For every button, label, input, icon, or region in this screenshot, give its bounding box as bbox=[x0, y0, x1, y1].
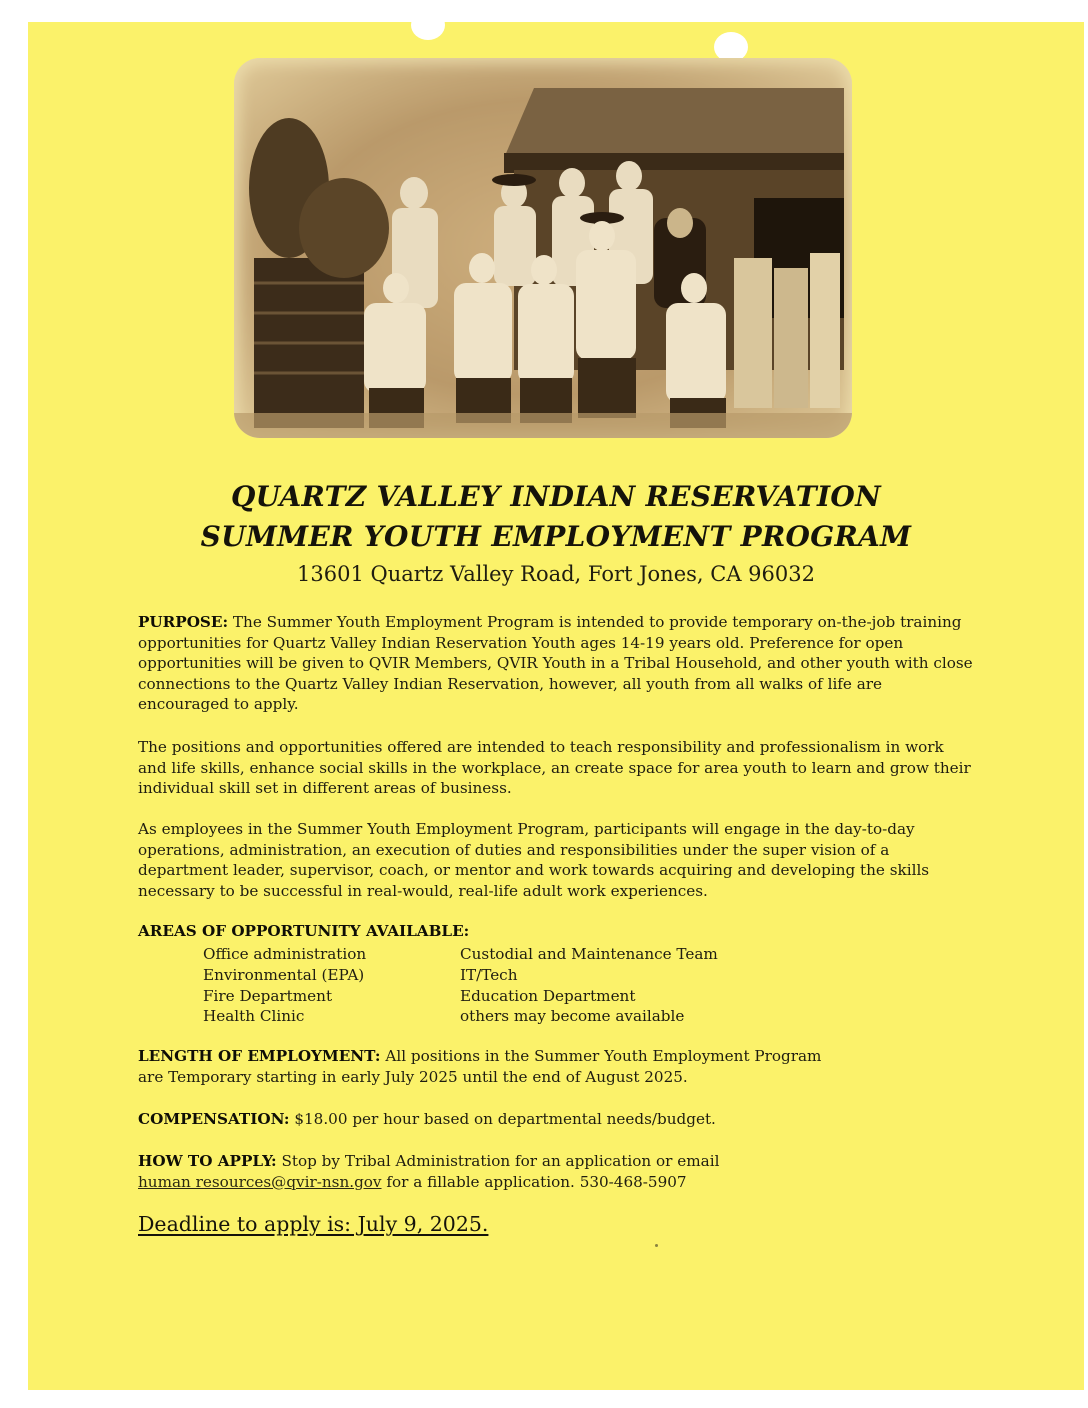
area-item: Fire Department bbox=[203, 986, 333, 1005]
title-line-1: QUARTZ VALLEY INDIAN RESERVATION bbox=[230, 480, 882, 513]
purpose-label: PURPOSE: bbox=[138, 613, 229, 631]
apply-paragraph bbox=[138, 1151, 974, 1192]
compensation-text: $18.00 per hour based on departmental needs/budget. bbox=[294, 1110, 716, 1128]
apply-label: HOW TO APPLY: bbox=[138, 1152, 277, 1170]
purpose-paragraph bbox=[138, 612, 974, 715]
areas-list-right bbox=[460, 944, 718, 1027]
area-item: Office administration bbox=[203, 945, 367, 963]
length-line2: are Temporary starting in early July 2025 until the end of August 2025. bbox=[138, 1067, 688, 1086]
area-item: Education Department bbox=[460, 986, 636, 1005]
apply-line2: for a fillable application. 530-468-5907 bbox=[386, 1172, 687, 1191]
compensation-paragraph bbox=[138, 1109, 974, 1130]
historic-group-photo bbox=[234, 58, 852, 438]
area-item: Environmental (EPA) bbox=[203, 965, 365, 984]
areas-heading: AREAS OF OPPORTUNITY AVAILABLE: bbox=[138, 922, 470, 940]
deadline-text: Deadline to apply is: July 9, 2025. bbox=[138, 1212, 489, 1236]
length-paragraph bbox=[138, 1046, 974, 1087]
responsibility-paragraph: The positions and opportunities offered are intended to teach responsibility and professionalism in work and life skills, enhance social skills in the workplace, an create space for area youth to learn and grow their individual skill set in different areas of business. bbox=[138, 738, 971, 798]
purpose-text: The Summer Youth Employment Program is intended to provide temporary on-the-job training opportunities for Quartz Valley Indian Reservation Youth ages 14-19 years old. Preference for open opportunities will be given to QVIR Members, QVIR Youth in a Tribal Household, and other youth with close connections to the Quartz Valley Indian Reservation, however, all youth from all walks of life are encouraged to apply. bbox=[138, 613, 973, 714]
compensation-label: COMPENSATION: bbox=[138, 1110, 290, 1128]
area-item: IT/Tech bbox=[460, 965, 518, 984]
employees-paragraph: As employees in the Summer Youth Employment Program, participants will engage in the day-to-day operations, administration, an execution of duties and responsibilities under the super vision of a department leader, supervisor, coach, or mentor and work towards acquiring and developing the skills necessary to be successful in real-would, real-life adult work experiences. bbox=[138, 820, 930, 900]
title-line-2: SUMMER YOUTH EMPLOYMENT PROGRAM bbox=[200, 520, 912, 553]
email-link[interactable]: human resources@qvir-nsn.gov bbox=[138, 1172, 382, 1191]
area-item: others may become available bbox=[460, 1007, 685, 1026]
punch-hole bbox=[411, 10, 445, 40]
apply-line1: Stop by Tribal Administration for an application or email bbox=[281, 1152, 720, 1170]
length-label: LENGTH OF EMPLOYMENT: bbox=[138, 1047, 381, 1065]
length-line1: All positions in the Summer Youth Employment Program bbox=[385, 1047, 822, 1065]
area-item: Health Clinic bbox=[203, 1007, 305, 1026]
flyer-sheet bbox=[28, 22, 1084, 1390]
area-item: Custodial and Maintenance Team bbox=[460, 945, 718, 963]
areas-list-left bbox=[203, 944, 366, 1027]
speck bbox=[655, 1244, 658, 1247]
address: 13601 Quartz Valley Road, Fort Jones, CA 96032 bbox=[297, 562, 815, 586]
photo-illustration bbox=[234, 58, 852, 438]
